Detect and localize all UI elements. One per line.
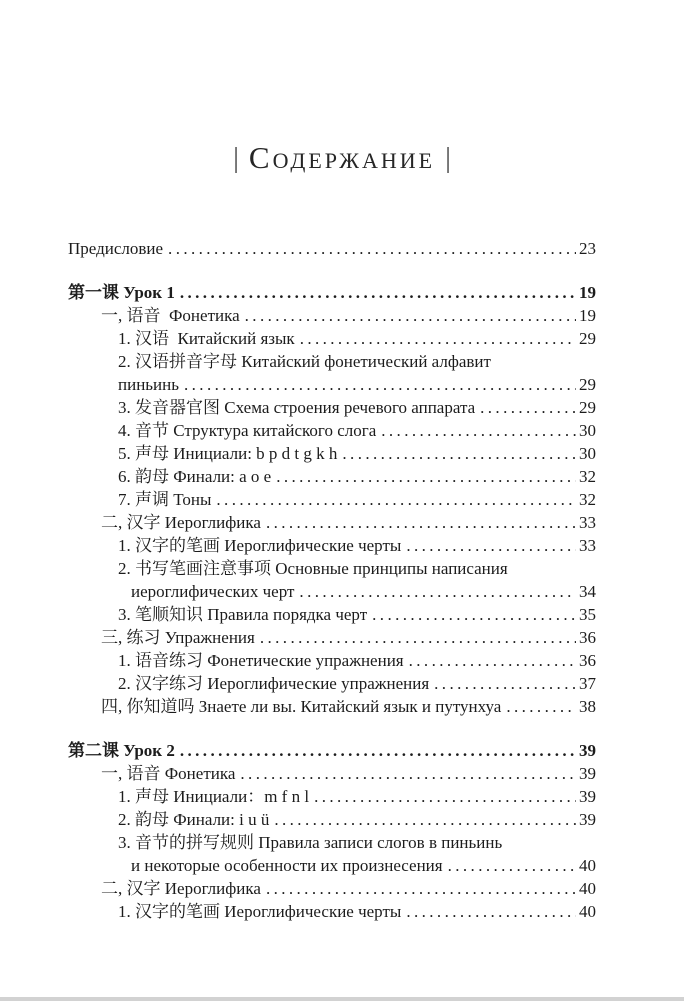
entry-text: 第一课 Урок 1: [68, 283, 175, 302]
title-text: Содержание: [248, 140, 436, 175]
entry-text: 二, 汉字 Иероглифика: [101, 513, 261, 532]
toc-entry[interactable]: [68, 900, 596, 923]
entry-text: 1. 汉字的笔画 Иероглифические черты: [118, 536, 402, 555]
toc-entry-line: [68, 854, 596, 877]
entry-text: 3. 笔顺知识 Правила порядка черт: [118, 605, 368, 624]
dot-leader: [299, 580, 576, 603]
dot-leader: [266, 511, 576, 534]
dot-leader: [406, 534, 576, 557]
toc-entry[interactable]: [68, 808, 596, 831]
page-number: 39: [579, 764, 596, 783]
toc-entry[interactable]: [68, 672, 596, 695]
dot-leader: [260, 626, 576, 649]
entry-text: 第二课 Урок 2: [68, 741, 175, 760]
page-number: 39: [579, 810, 596, 829]
dot-leader: [300, 327, 576, 350]
toc-entry[interactable]: [68, 695, 596, 718]
toc-entry[interactable]: [68, 304, 596, 327]
dot-leader: [266, 877, 576, 900]
page-number: 36: [579, 651, 596, 670]
toc-entry-line: [68, 831, 596, 854]
toc-entry[interactable]: [68, 534, 596, 557]
toc-entry[interactable]: [68, 237, 596, 260]
page-number: 29: [579, 375, 596, 394]
dot-leader: [276, 465, 576, 488]
entry-text: 一, 语音 Фонетика: [101, 764, 236, 783]
toc-entry[interactable]: [68, 465, 596, 488]
page-number: 40: [579, 902, 596, 921]
toc-entry-line: [68, 785, 596, 808]
page-number: 30: [579, 444, 596, 463]
toc-entry-line: [68, 649, 596, 672]
page-number: 39: [579, 741, 596, 760]
toc-entry[interactable]: [68, 626, 596, 649]
toc-entry[interactable]: [68, 442, 596, 465]
toc-entry[interactable]: [68, 649, 596, 672]
toc-entry-line: [68, 580, 596, 603]
page-number: 40: [579, 879, 596, 898]
dot-leader: [480, 396, 576, 419]
dot-leader: [448, 854, 576, 877]
toc-entry-line: [68, 488, 596, 511]
entry-text: 1. 汉字的笔画 Иероглифические черты: [118, 902, 402, 921]
toc-entry[interactable]: [68, 488, 596, 511]
page-title: [0, 140, 684, 176]
toc-entry-line: [68, 695, 596, 718]
toc-entry-line: [68, 534, 596, 557]
page-bottom-edge: [0, 997, 684, 1001]
entry-text: 6. 韵母 Финали: a o e: [118, 467, 272, 486]
entry-text: иероглифических черт: [131, 582, 295, 601]
entry-text: 二, 汉字 Иероглифика: [101, 879, 261, 898]
entry-text: Предисловие: [68, 239, 164, 258]
page-number: 32: [579, 467, 596, 486]
page-number: 33: [579, 513, 596, 532]
page-number: 19: [579, 283, 596, 302]
toc-entry-line: [68, 739, 596, 762]
page-number: 33: [579, 536, 596, 555]
page-number: 29: [579, 398, 596, 417]
entry-text: 3. 音节的拼写规则 Правила записи слогов в пиньинь: [118, 833, 503, 852]
toc-entry-line: [68, 877, 596, 900]
entry-text: и некоторые особенности их произнесения: [131, 856, 443, 875]
toc-entry[interactable]: [68, 511, 596, 534]
page-number: 19: [579, 306, 596, 325]
entry-text: 5. 声母 Инициали: b p d t g k h: [118, 444, 338, 463]
toc-entry[interactable]: [68, 396, 596, 419]
toc-entry-line: [68, 808, 596, 831]
toc-entry[interactable]: [68, 877, 596, 900]
dot-leader: [168, 237, 576, 260]
entry-text: 2. 书写笔画注意事项 Основные принципы написания: [118, 559, 508, 578]
dot-leader: [184, 373, 576, 396]
page-number: 40: [579, 856, 596, 875]
entry-text: 1. 语音练习 Фонетические упражнения: [118, 651, 404, 670]
toc-entry-line: [68, 672, 596, 695]
page-number: 23: [579, 239, 596, 258]
page-number: 37: [579, 674, 596, 693]
toc-entry[interactable]: [68, 739, 596, 762]
page-number: 36: [579, 628, 596, 647]
toc-entry-line: [68, 237, 596, 260]
dot-leader: [216, 488, 576, 511]
dot-leader: [434, 672, 576, 695]
page-number: 30: [579, 421, 596, 440]
toc-entry[interactable]: [68, 419, 596, 442]
entry-text: 2. 汉语拼音字母 Китайский фонетический алфавит: [118, 352, 491, 371]
dot-leader: [274, 808, 576, 831]
dot-leader: [381, 419, 576, 442]
toc-entry-line: [68, 419, 596, 442]
toc-list: [68, 237, 596, 923]
toc-entry-line: [68, 396, 596, 419]
toc-entry-line: [68, 900, 596, 923]
toc-entry[interactable]: [68, 557, 596, 603]
toc-entry[interactable]: [68, 831, 596, 877]
dot-leader: [506, 695, 576, 718]
toc-entry-line: [68, 557, 596, 580]
dot-leader: [409, 649, 576, 672]
page-number: 35: [579, 605, 596, 624]
toc-entry-line: [68, 304, 596, 327]
dot-leader: [342, 442, 576, 465]
title-left-bar: |: [233, 142, 239, 174]
entry-text: 2. 汉字练习 Иероглифические упражнения: [118, 674, 430, 693]
page-number: 39: [579, 787, 596, 806]
toc-entry[interactable]: [68, 785, 596, 808]
toc-entry-line: [68, 373, 596, 396]
entry-text: 7. 声调 Тоны: [118, 490, 212, 509]
entry-text: 四, 你知道吗 Знаете ли вы. Китайский язык и путунхуа: [101, 697, 502, 716]
dot-leader: [240, 762, 576, 785]
entry-text: 4. 音节 Структура китайского слога: [118, 421, 377, 440]
toc-entry[interactable]: [68, 281, 596, 304]
dot-leader: [372, 603, 576, 626]
entry-text: 三, 练习 Упражнения: [101, 628, 255, 647]
dot-leader: [180, 739, 576, 762]
entry-text: 3. 发音器官图 Схема строения речевого аппарата: [118, 398, 476, 417]
dot-leader: [406, 900, 576, 923]
page-number: 38: [579, 697, 596, 716]
title-right-bar: |: [445, 142, 451, 174]
entry-text: пиньинь: [118, 375, 179, 394]
entry-text: 2. 韵母 Финали: i u ü: [118, 810, 270, 829]
toc-entry[interactable]: [68, 762, 596, 785]
toc-entry-line: [68, 442, 596, 465]
page-number: 34: [579, 582, 596, 601]
entry-text: 1. 汉语 Китайский язык: [118, 329, 295, 348]
dot-leader: [314, 785, 576, 808]
toc-entry[interactable]: [68, 350, 596, 396]
toc-entry-line: [68, 327, 596, 350]
dot-leader: [180, 281, 576, 304]
toc-entry-line: [68, 281, 596, 304]
page-number: 29: [579, 329, 596, 348]
toc-entry[interactable]: [68, 327, 596, 350]
toc-entry-line: [68, 762, 596, 785]
toc-entry[interactable]: [68, 603, 596, 626]
toc-entry-line: [68, 465, 596, 488]
dot-leader: [245, 304, 576, 327]
toc-entry-line: [68, 350, 596, 373]
page-number: 32: [579, 490, 596, 509]
toc-entry-line: [68, 626, 596, 649]
toc-entry-line: [68, 603, 596, 626]
toc-entry-line: [68, 511, 596, 534]
entry-text: 一, 语音 Фонетика: [101, 306, 240, 325]
entry-text: 1. 声母 Инициали：m f n l: [118, 787, 310, 806]
